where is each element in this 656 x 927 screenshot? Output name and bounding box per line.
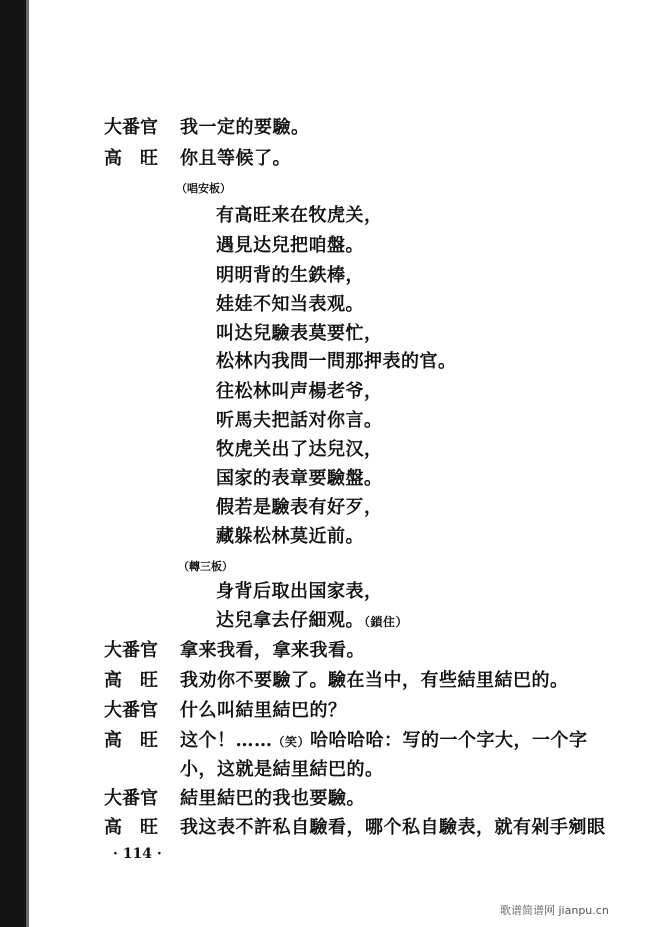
verse-line: 听馬夫把話对你言。 (216, 410, 383, 431)
verse-line (216, 610, 408, 633)
dialogue-line (180, 730, 588, 753)
verse-line: 假若是驗表有好歹， (216, 497, 383, 518)
speaker-label: 大番官 (104, 640, 158, 661)
speaker-label: 大番官 (104, 700, 158, 721)
speaker-label: 大番官 (104, 117, 158, 138)
speaker-label: 高 旺 (104, 148, 158, 169)
verse-line: 明明背的生鉄棒， (216, 265, 364, 286)
dialogue-line: 結里結巴的我也要驗。 (180, 788, 365, 809)
dialogue-text: 哈哈哈哈：写的一个字大，一个字 (310, 730, 588, 751)
verse-line: 叫达兒驗表莫要忙， (216, 323, 383, 344)
speaker-label: 高 旺 (104, 670, 158, 691)
dialogue-line: 我劝你不要驗了。驗在当中，有些結里結巴的。 (180, 670, 569, 691)
page-number: · 114 · (113, 846, 162, 862)
dialogue-line: 什么叫結里結巴的？ (180, 700, 347, 721)
verse-line: 牧虎关出了达兒汉， (216, 439, 383, 460)
verse-line: 往松林叫声楊老爷， (216, 381, 383, 402)
verse-line: 娃娃不知当表观。 (216, 294, 364, 315)
verse-line: 有高旺来在牧虎关， (216, 205, 383, 226)
verse-line: 遇見达兒把咱盤。 (216, 235, 364, 256)
stage-direction: （鎖住） (364, 615, 409, 629)
verse-line: 身背后取出国家表， (216, 581, 383, 602)
music-note: （轉三板） (178, 560, 233, 573)
dialogue-line: 拿来我看，拿来我看。 (180, 640, 365, 661)
speaker-label: 高 旺 (104, 817, 158, 838)
speaker-label: 大番官 (104, 788, 158, 809)
verse-text: 达兒拿去仔細观。 (216, 610, 364, 631)
music-note: （唱安板） (176, 182, 231, 195)
verse-line: 国家的表章要驗盤。 (216, 468, 383, 489)
dialogue-text: 这个！…… (180, 730, 273, 751)
dialogue-line: 你且等候了。 (180, 148, 291, 169)
dialogue-continuation: 小，这就是結里結巴的。 (180, 759, 384, 780)
site-watermark: 歌谱简谱网 jianpu.cn (500, 904, 609, 917)
dialogue-line: 我这表不許私自驗看，哪个私自驗表，就有剁手剜眼 (180, 817, 606, 838)
verse-line: 藏躲松林莫近前。 (216, 526, 364, 547)
speaker-label: 高 旺 (104, 730, 158, 751)
dialogue-line: 我一定的要驗。 (180, 117, 310, 138)
stage-direction: （笑） (272, 735, 311, 749)
verse-line: 松林内我問一問那押表的官。 (216, 351, 457, 372)
